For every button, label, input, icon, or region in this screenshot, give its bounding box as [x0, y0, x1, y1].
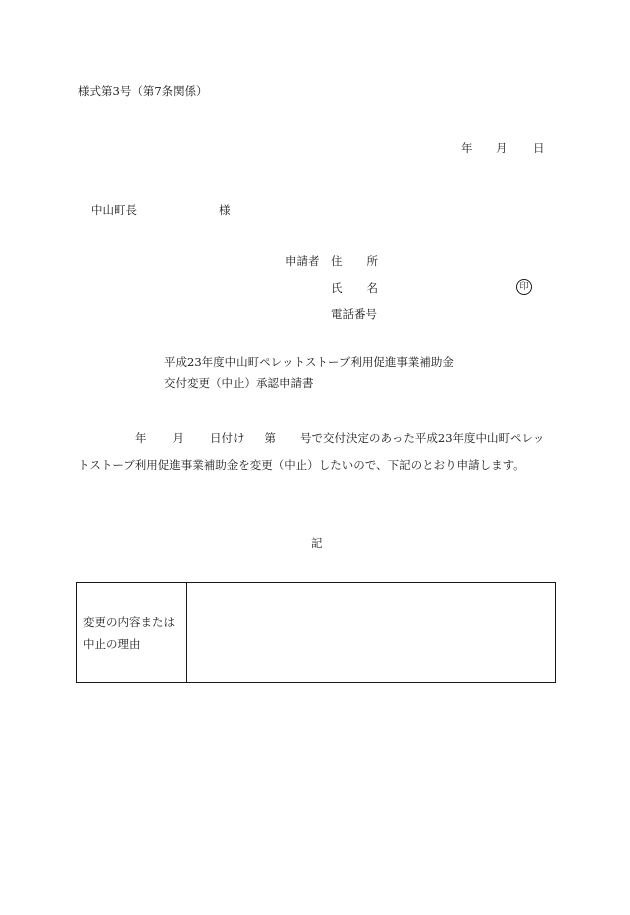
- reason-label-line2: 中止の理由: [83, 636, 141, 651]
- reason-label-cell: [77, 583, 187, 682]
- ki-heading: 記: [311, 536, 323, 550]
- reason-table: [76, 582, 556, 683]
- reason-value-cell[interactable]: [187, 583, 555, 682]
- addressee-suffix: 様: [219, 203, 231, 217]
- reason-label-line1: 変更の内容または: [83, 614, 175, 629]
- document-title-line2: 交付変更（中止）承認申請書: [164, 376, 314, 390]
- body-line1: [135, 433, 544, 445]
- form-number: 様式第3号（第7条関係）: [78, 84, 208, 98]
- body-line2: トストーブ利用促進事業補助金を変更（中止）したいので、下記のとおり申請します。: [78, 458, 525, 472]
- body-date-suffix: 日付け: [210, 431, 245, 445]
- addressee: 中山町長: [91, 203, 137, 217]
- body-month: 月: [172, 431, 184, 445]
- body-dai: 第: [264, 431, 276, 445]
- name-label: 氏名: [331, 281, 402, 295]
- date-year-label: 年: [461, 141, 473, 155]
- date-day-label: 日: [533, 141, 545, 155]
- body-year: 年: [135, 431, 147, 445]
- document-title-line1: 平成23年度中山町ペレットストーブ利用促進事業補助金: [164, 355, 454, 369]
- address-label: 住所: [331, 254, 402, 268]
- seal-mark: 印: [516, 279, 532, 295]
- phone-label: 電話番号: [331, 307, 377, 321]
- applicant-label: 申請者: [285, 254, 320, 268]
- body-line1-rest: 号で交付決定のあった平成23年度中山町ペレッ: [300, 431, 545, 445]
- date-month-label: 月: [496, 141, 508, 155]
